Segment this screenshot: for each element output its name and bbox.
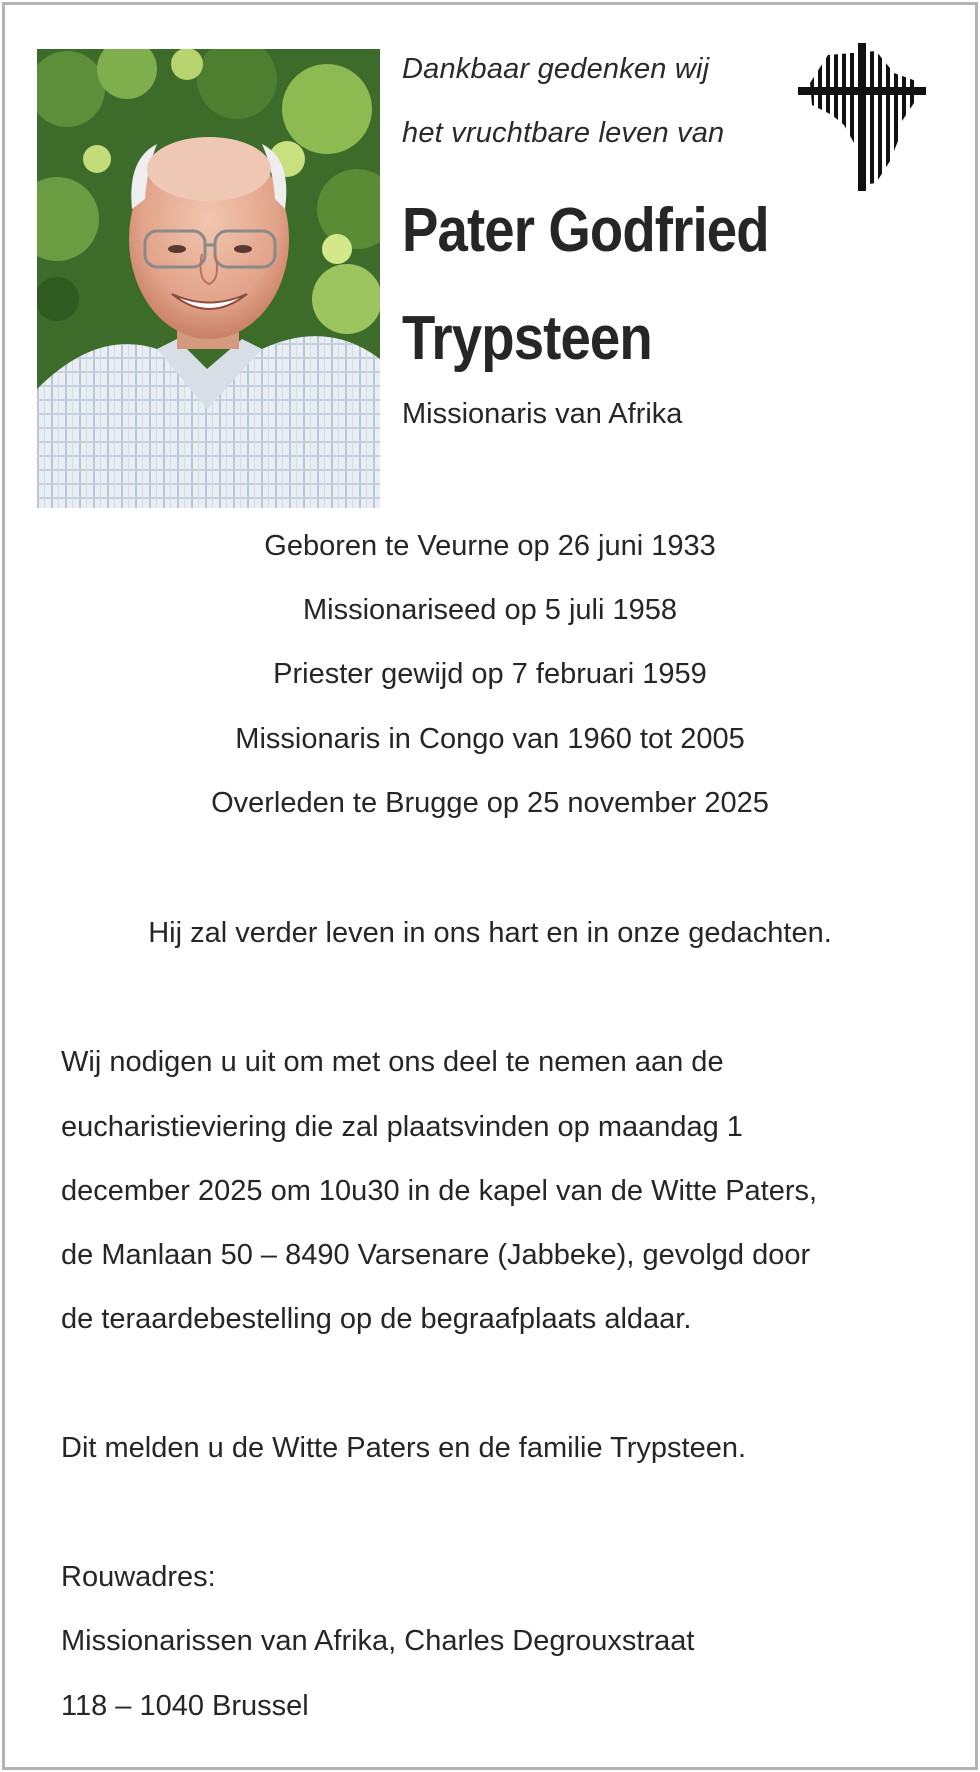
milestone-death: Overleden te Brugge op 25 november 2025 — [211, 787, 769, 819]
milestone-ordination: Priester gewijd op 7 februari 1959 — [273, 658, 707, 690]
milestone-birth: Geboren te Veurne op 26 juni 1933 — [264, 530, 716, 562]
deceased-name-first: Pater Godfried — [402, 196, 769, 265]
address-line-2: 118 – 1040 Brussel — [61, 1690, 309, 1722]
intro-line-1: Dankbaar gedenken wij — [402, 53, 710, 85]
announcement-text: Dit melden u de Witte Paters en de familie Trypsteen. — [61, 1432, 747, 1464]
address-label: Rouwadres: — [61, 1561, 216, 1593]
invitation-line: eucharistieviering die zal plaatsvinden op maandag 1 — [61, 1111, 743, 1143]
invitation-line: de Manlaan 50 – 8490 Varsenare (Jabbeke), gevolgd door — [61, 1239, 811, 1271]
intro-line-2: het vruchtbare leven van — [402, 117, 725, 149]
invitation-line: Wij nodigen u uit om met ons deel te nemen aan de — [61, 1046, 724, 1078]
milestone-oath: Missionariseed op 5 juli 1958 — [303, 594, 677, 626]
africa-cross-icon — [798, 43, 926, 191]
milestone-mission: Missionaris in Congo van 1960 tot 2005 — [235, 723, 745, 755]
deceased-title: Missionaris van Afrika — [402, 398, 683, 430]
deceased-name-last: Trypsteen — [402, 304, 652, 373]
remembrance-text: Hij zal verder leven in ons hart en in onze gedachten. — [148, 917, 832, 949]
obituary-card — [2, 2, 978, 1770]
invitation-line: december 2025 om 10u30 in de kapel van de Witte Paters, — [61, 1175, 818, 1207]
invitation-line: de teraardebestelling op de begraafplaats aldaar. — [61, 1303, 692, 1335]
address-line-1: Missionarissen van Afrika, Charles Degrouxstraat — [61, 1625, 695, 1657]
portrait-photo — [37, 49, 380, 508]
